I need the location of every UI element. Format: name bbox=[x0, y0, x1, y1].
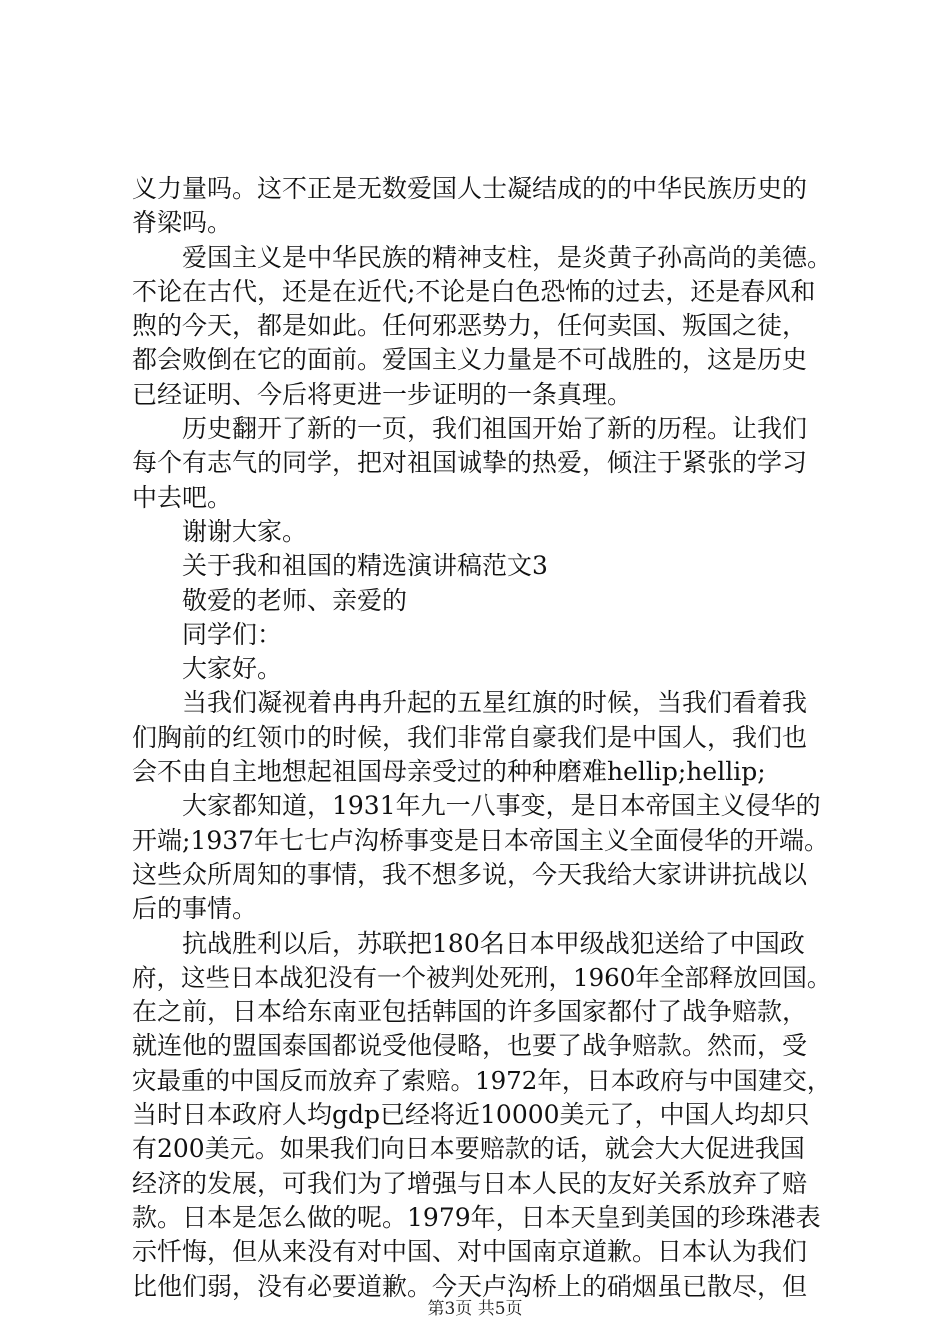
text-line: 脊梁吗。 bbox=[132, 208, 233, 238]
text-line: 比他们弱，没有必要道歉。今天卢沟桥上的硝烟虽已散尽，但 bbox=[132, 1271, 808, 1301]
text-line: 灾最重的中国反而放弃了索赔。1972年，日本政府与中国建交， bbox=[132, 1065, 832, 1095]
text-line: 谢谢大家。 bbox=[132, 516, 308, 546]
text-line: 都会败倒在它的面前。爱国主义力量是不可战胜的，这是历史 bbox=[132, 345, 808, 375]
page-footer: 第3页 共5页 bbox=[427, 1299, 523, 1319]
text-line: 示忏悔，但从来没有对中国、对中国南京道歉。日本认为我们 bbox=[132, 1237, 808, 1267]
text-line: 府，这些日本战犯没有一个被判处死刑，1960年全部释放回国。 bbox=[132, 962, 832, 992]
text-line: 每个有志气的同学，把对祖国诚挚的热爱，倾注于紧张的学习 bbox=[132, 448, 808, 478]
text-line: 后的事情。 bbox=[132, 894, 258, 924]
text-line: 有200美元。如果我们向日本要赔款的话，就会大大促进我国 bbox=[132, 1134, 805, 1164]
text-line: 历史翻开了新的一页，我们祖国开始了新的历程。让我们 bbox=[132, 414, 808, 444]
text-line: 经济的发展，可我们为了增强与日本人民的友好关系放弃了赔 bbox=[132, 1168, 808, 1198]
text-line: 会不由自主地想起祖国母亲受过的种种磨难hellip;hellip; bbox=[132, 757, 766, 787]
text-line: 大家好。 bbox=[132, 654, 283, 684]
document-body bbox=[132, 172, 832, 1304]
text-line: 在之前，日本给东南亚包括韩国的许多国家都付了战争赔款， bbox=[132, 997, 808, 1027]
text-line: 爱国主义是中华民族的精神支柱，是炎黄子孙高尚的美德。 bbox=[132, 242, 833, 272]
text-line: 不论在古代，还是在近代;不论是白色恐怖的过去，还是春风和 bbox=[132, 276, 816, 306]
text-line: 当我们凝视着冉冉升起的五星红旗的时候，当我们看着我 bbox=[132, 688, 808, 718]
text-line: 们胸前的红领巾的时候，我们非常自豪我们是中国人，我们也 bbox=[132, 722, 808, 752]
text-line: 款。日本是怎么做的呢。1979年，日本天皇到美国的珍珠港表 bbox=[132, 1202, 821, 1232]
text-line: 已经证明、今后将更进一步证明的一条真理。 bbox=[132, 379, 633, 409]
text-line: 就连他的盟国泰国都说受他侵略，也要了战争赔款。然而，受 bbox=[132, 1031, 808, 1061]
text-line: 敬爱的老师、亲爱的 bbox=[132, 585, 408, 615]
text-line: 抗战胜利以后，苏联把180名日本甲级战犯送给了中国政 bbox=[132, 928, 805, 958]
text-line: 这些众所周知的事情，我不想多说，今天我给大家讲讲抗战以 bbox=[132, 859, 808, 889]
text-line: 当时日本政府人均gdp已经将近10000美元了，中国人均却只 bbox=[132, 1100, 810, 1130]
text-line: 义力量吗。这不正是无数爱国人士凝结成的的中华民族历史的 bbox=[132, 174, 808, 203]
text-line: 中去吧。 bbox=[132, 482, 233, 512]
text-line: 大家都知道，1931年九一八事变，是日本帝国主义侵华的 bbox=[132, 791, 821, 821]
text-line: 同学们： bbox=[132, 619, 283, 649]
text-line: 煦的今天，都是如此。任何邪恶势力，任何卖国、叛国之徒， bbox=[132, 311, 808, 341]
text-line: 关于我和祖国的精选演讲稿范文3 bbox=[132, 551, 548, 581]
text-line: 开端;1937年七七卢沟桥事变是日本帝国主义全面侵华的开端。 bbox=[132, 825, 830, 855]
